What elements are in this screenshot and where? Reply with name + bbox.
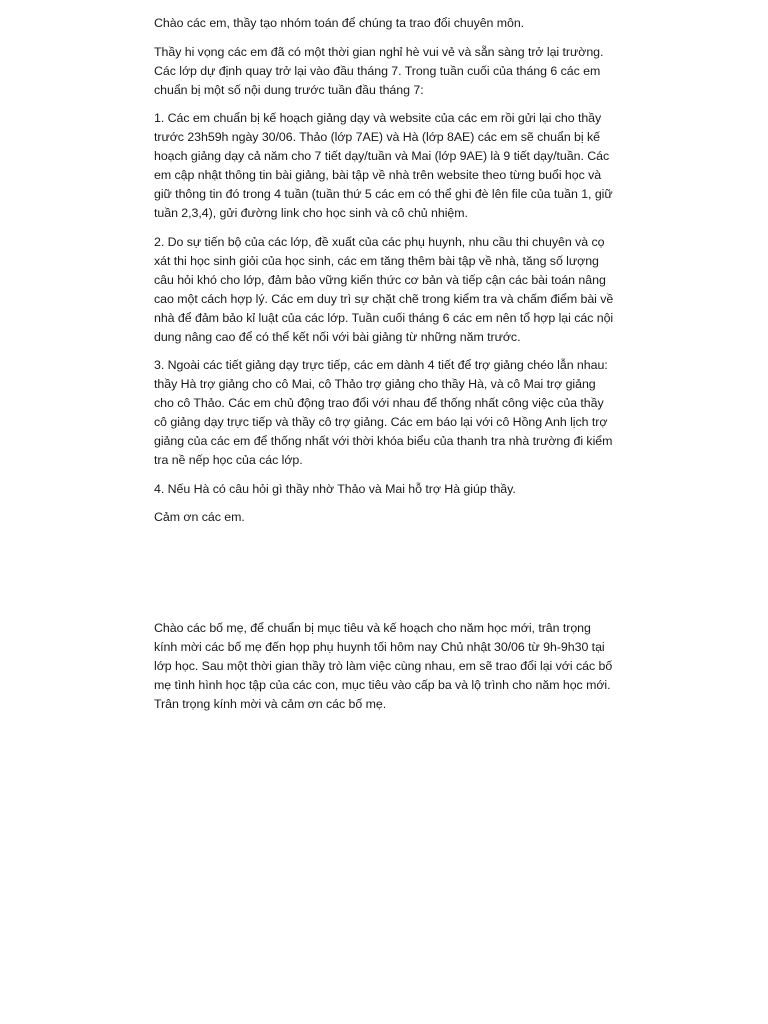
- section-spacer: [154, 537, 616, 619]
- point-4-paragraph: 4. Nếu Hà có câu hỏi gì thầy nhờ Thảo và Mai hỗ trợ Hà giúp thầy.: [154, 481, 516, 496]
- point-3-paragraph: 3. Ngoài các tiết giảng dạy trực tiếp, các em dành 4 tiết để trợ giảng chéo lẫn nhau: thầy Hà trợ giảng cho cô Mai, cô Thảo trợ giảng cho thầy Hà, và cô Mai trợ giảng cho cô Thảo. Các em chủ động trao đổi với nhau để thống nhất công việc của thầy cô giảng dạy trực tiếp và thầy cô trợ giảng. Các em báo lại với cô Hồng Anh lịch trợ giảng của các em để thống nhất với thời khóa biểu của thanh tra nhà trường đi kiểm tra nề nếp học của các lớp.: [154, 358, 613, 467]
- parent-message: [154, 619, 616, 714]
- document-page: [154, 14, 616, 723]
- greeting-paragraph: Chào các em, thầy tạo nhóm toán để chúng ta trao đổi chuyên môn.: [154, 16, 525, 30]
- intro-paragraph: Thầy hi vọng các em đã có một thời gian nghỉ hè vui vẻ và sẵn sàng trở lại trường. Các lớp dự định quay trở lại vào đầu tháng 7. Trong tuần cuối của tháng 6 các em chuẩn bị một số nội dung trước tuần đầu tháng 7:: [154, 44, 604, 97]
- point-1-paragraph: 1. Các em chuẩn bị kế hoạch giảng dạy và website của các em rồi gửi lại cho thầy trước 23h59h ngày 30/06. Thảo (lớp 7AE) và Hà (lớp 8AE) các em sẽ chuẩn bị kế hoạch giảng dạy cả năm cho 7 tiết dạy/tuần và Mai (lớp 9AE) là 9 tiết dạy/tuần. Các em cập nhật thông tin bài giảng, bài tập về nhà trên website theo từng buổi học và giữ thông tin đó trong 4 tuần (tuần thứ 5 các em có thể ghi đè lên file của tuần 1, giữ tuần 2,3,4), gửi đường link cho học sinh và cô chủ nhiệm.: [154, 111, 613, 220]
- closing-paragraph: Cảm ơn các em.: [154, 510, 245, 524]
- point-2-paragraph: 2. Do sự tiến bộ của các lớp, đề xuất của các phụ huynh, nhu cầu thi chuyên và cọ xát thi học sinh giỏi của học sinh, các em tăng thêm bài tập về nhà, tăng số lượng câu hỏi khó cho lớp, đảm bảo vững kiến thức cơ bản và tiếp cận các bài toán nâng cao một cách hợp lý. Các em duy trì sự chặt chẽ trong kiểm tra và chấm điểm bài về nhà để đảm bảo kỉ luật của các lớp. Tuần cuối tháng 6 các em nên tổ hợp lại các nội dung nâng cao để có thể kết nối với bài giảng từ những năm trước.: [154, 234, 614, 344]
- teacher-message: [154, 14, 616, 527]
- parent-invitation-paragraph: Chào các bố mẹ, để chuẩn bị mục tiêu và kế hoạch cho năm học mới, trân trọng kính mời các bố mẹ đến họp phụ huynh tối hôm nay Chủ nhật 30/06 từ 9h-9h30 tại lớp học. Sau một thời gian thầy trò làm việc cùng nhau, em sẽ trao đổi lại với các bố mẹ tình hình học tập của các con, mục tiêu vào cấp ba và lộ trình cho năm học mới. Trân trọng kính mời và cảm ơn các bố mẹ.: [154, 620, 613, 711]
